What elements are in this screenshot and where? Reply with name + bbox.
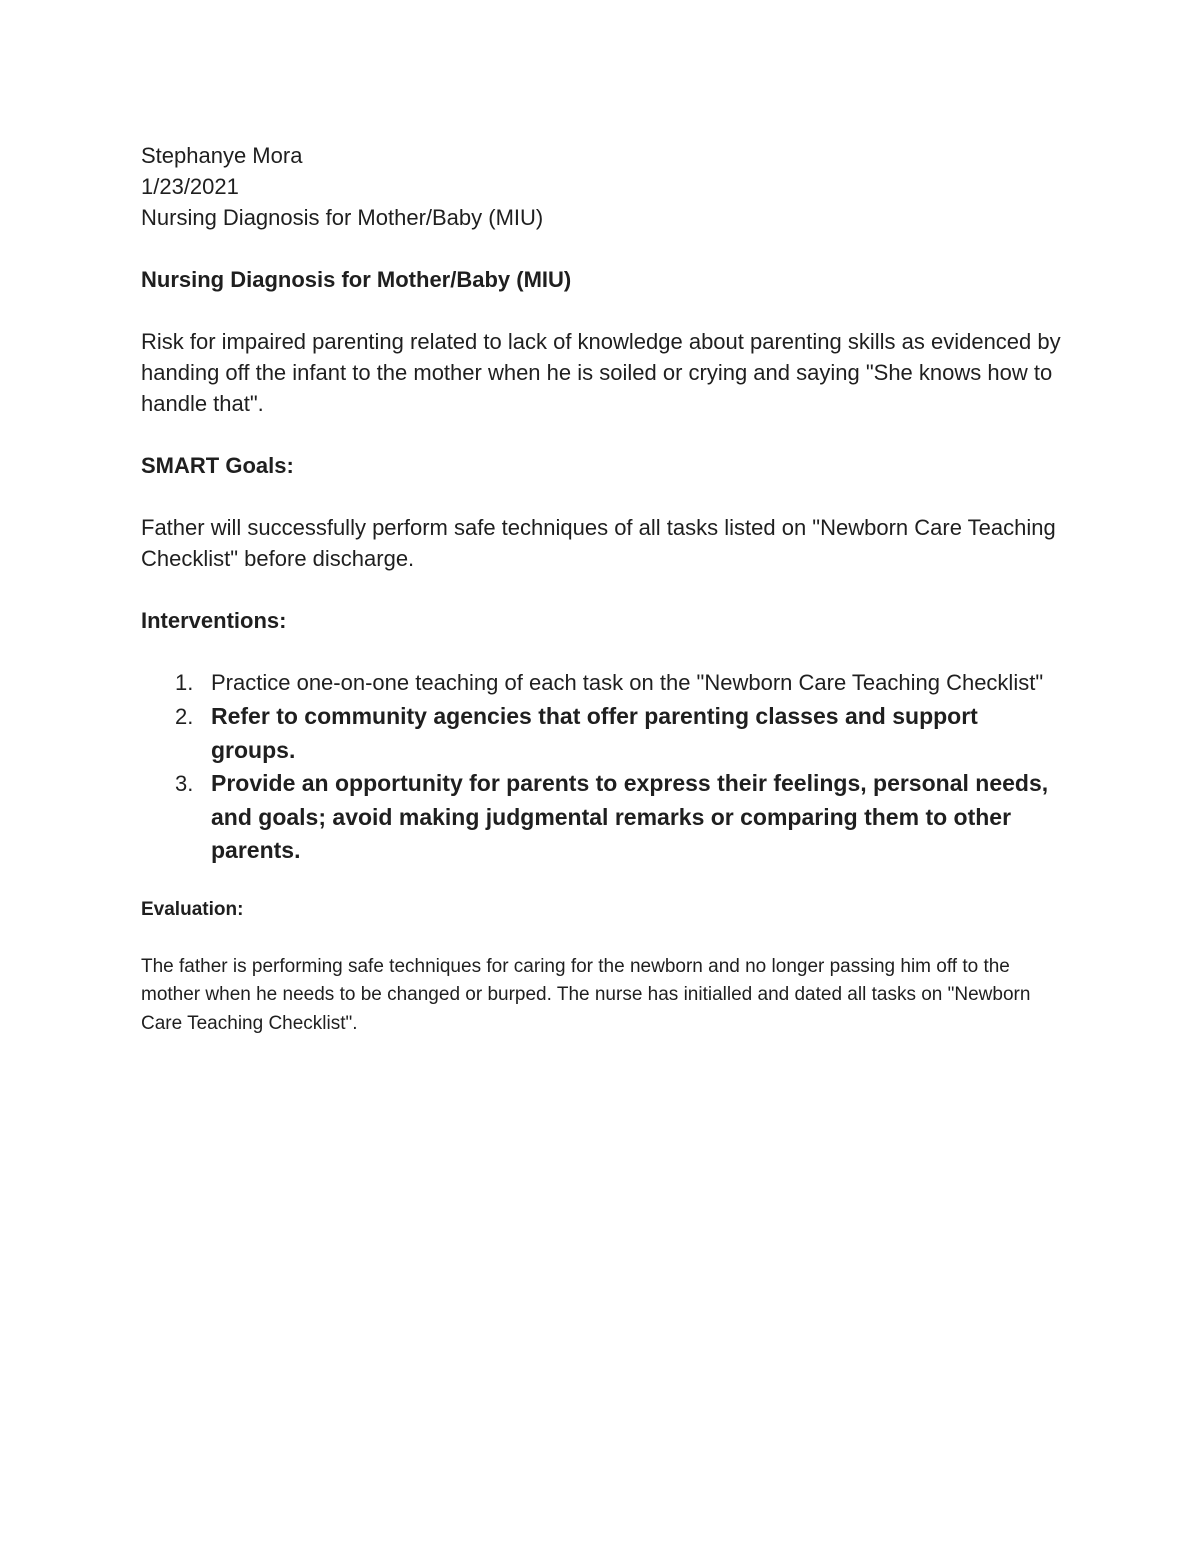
evaluation-heading: Evaluation: <box>141 898 244 920</box>
document-title: Nursing Diagnosis for Mother/Baby (MIU) <box>141 267 572 292</box>
intervention-item <box>141 667 1066 698</box>
evaluation-text: The father is performing safe techniques for caring for the newborn and no longer passing him off to the mother when he needs to be changed or burped. The nurse has initialled and dated all tasks on "Newborn Care Teaching Checklist". <box>141 955 1031 1034</box>
interventions-list <box>141 667 1066 868</box>
document-subject: Nursing Diagnosis for Mother/Baby (MIU) <box>141 205 544 230</box>
intervention-text: Practice one-on-one teaching of each task on the "Newborn Care Teaching Checklist" <box>211 670 1044 695</box>
intervention-item <box>141 700 1066 767</box>
document-header <box>141 140 1066 233</box>
diagnosis-statement: Risk for impaired parenting related to lack of knowledge about parenting skills as evidenced by handing off the infant to the mother when he is soiled or crying and saying "She knows how to handle that". <box>141 329 1061 416</box>
list-number: 2. <box>175 704 194 729</box>
intervention-text: Provide an opportunity for parents to express their feelings, personal needs, and goals; avoid making judgmental remarks or comparing them to other parents. <box>211 770 1049 863</box>
intervention-text: Refer to community agencies that offer parenting classes and support groups. <box>211 703 978 763</box>
interventions-heading: Interventions: <box>141 608 287 633</box>
document-date: 1/23/2021 <box>141 174 239 199</box>
list-number: 3. <box>175 771 194 796</box>
smart-goals-text: Father will successfully perform safe techniques of all tasks listed on "Newborn Care Teaching Checklist" before discharge. <box>141 515 1056 571</box>
author-name: Stephanye Mora <box>141 143 303 168</box>
list-number: 1. <box>175 670 194 695</box>
intervention-item <box>141 767 1066 868</box>
smart-goals-heading: SMART Goals: <box>141 453 294 478</box>
document-page <box>141 140 1066 1038</box>
